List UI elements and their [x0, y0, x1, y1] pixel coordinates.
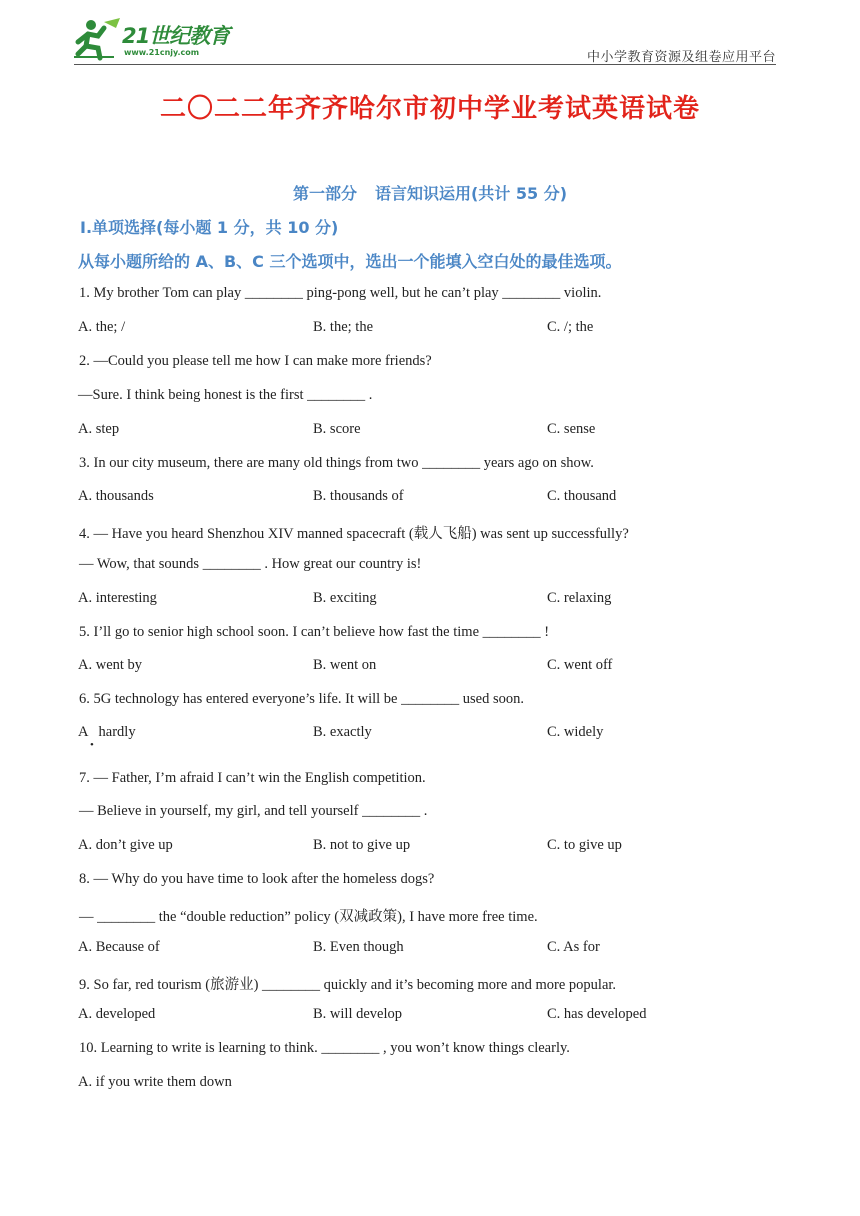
option-c: C. relaxing [547, 590, 612, 606]
option-a: A. thousands [78, 488, 154, 504]
option-b: B. not to give up [313, 837, 411, 853]
option-c: C. As for [547, 939, 600, 955]
question-9-options [0, 1006, 860, 1026]
question-4-options [0, 590, 860, 610]
option-b: B. exciting [313, 590, 377, 606]
question-8-reply: — ________ the “double reduction” policy (双减政策), I have more free time. [79, 909, 538, 925]
option-a: A. step [78, 421, 120, 437]
option-a: A hardly [78, 724, 136, 740]
question-7-options [0, 837, 860, 857]
question-1-stem: 1. My brother Tom can play ________ ping-pong well, but he can’t play ________ violin. [79, 285, 602, 301]
option-c: C. widely [547, 724, 604, 740]
question-6-stem: 6. 5G technology has entered everyone’s life. It will be ________ used soon. [79, 691, 524, 707]
logo-text: 21世纪教育 [122, 24, 230, 48]
option-c: C. went off [547, 657, 613, 673]
section-title: Ⅰ.单项选择(每小题 1 分，共 10 分) [80, 218, 339, 237]
question-7-stem: 7. — Father, I’m afraid I can’t win the English competition. [79, 770, 426, 786]
option-a: A. went by [78, 657, 143, 673]
exam-title: 二〇二二年齐齐哈尔市初中学业考试英语试卷 [159, 94, 700, 124]
logo [74, 16, 244, 62]
part-title [0, 181, 860, 204]
page-header [0, 0, 860, 70]
question-10-stem: 10. Learning to write is learning to think. ________ , you won’t know things clearly. [79, 1040, 570, 1056]
option-b: B. went on [313, 657, 377, 673]
option-a: A. the; / [78, 319, 126, 335]
option-a: A. interesting [78, 590, 157, 606]
question-3-stem: 3. In our city museum, there are many old things from two ________ years ago on show. [79, 455, 594, 471]
question-4-reply: — Wow, that sounds ________ . How great our country is! [79, 556, 422, 572]
question-5-options [0, 657, 860, 677]
stray-period-mark: • [90, 739, 94, 751]
option-a: A. Because of [78, 939, 160, 955]
option-c: C. has developed [547, 1006, 647, 1022]
question-10-options [0, 1074, 860, 1094]
option-c: C. sense [547, 421, 596, 437]
option-b: B. will develop [313, 1006, 403, 1022]
option-a: A. developed [78, 1006, 156, 1022]
option-a: A. don’t give up [78, 837, 173, 853]
header-platform-text: 中小学教育资源及组卷应用平台 [586, 50, 776, 65]
part-name: 语言知识运用(共计 55 分) [374, 184, 568, 203]
option-b: B. score [313, 421, 361, 437]
question-9-stem: 9. So far, red tourism (旅游业) ________ quickly and it’s becoming more and more popular. [79, 977, 617, 993]
option-c: C. to give up [547, 837, 622, 853]
question-6-options [0, 724, 860, 744]
option-c: C. /; the [547, 319, 594, 335]
question-8-options [0, 939, 860, 959]
option-a: A. if you write them down [78, 1074, 232, 1090]
question-4-stem: 4. — Have you heard Shenzhou XIV manned spacecraft (载人飞船) was sent up successfully? [79, 526, 629, 542]
option-b: B. the; the [313, 319, 374, 335]
question-5-stem: 5. I’ll go to senior high school soon. I can’t believe how fast the time ________ ! [79, 624, 550, 640]
question-2-options [0, 421, 860, 441]
option-c: C. thousand [547, 488, 617, 504]
question-2-reply: —Sure. I think being honest is the first ________ . [78, 387, 373, 403]
option-b: B. Even though [313, 939, 404, 955]
question-2-stem: 2. —Could you please tell me how I can make more friends? [79, 353, 432, 369]
option-b: B. exactly [313, 724, 372, 740]
question-1-options [0, 319, 860, 339]
section-instruction: 从每小题所给的 A、B、C 三个选项中，选出一个能填入空白处的最佳选项。 [78, 252, 622, 271]
question-3-options [0, 488, 860, 508]
logo-url: www.21cnjy.com [124, 48, 200, 57]
header-divider [74, 64, 776, 65]
question-8-stem: 8. — Why do you have time to look after the homeless dogs? [79, 871, 435, 887]
question-7-reply: — Believe in yourself, my girl, and tell yourself ________ . [79, 803, 428, 819]
option-b: B. thousands of [313, 488, 404, 504]
part-label: 第一部分 [292, 184, 357, 203]
